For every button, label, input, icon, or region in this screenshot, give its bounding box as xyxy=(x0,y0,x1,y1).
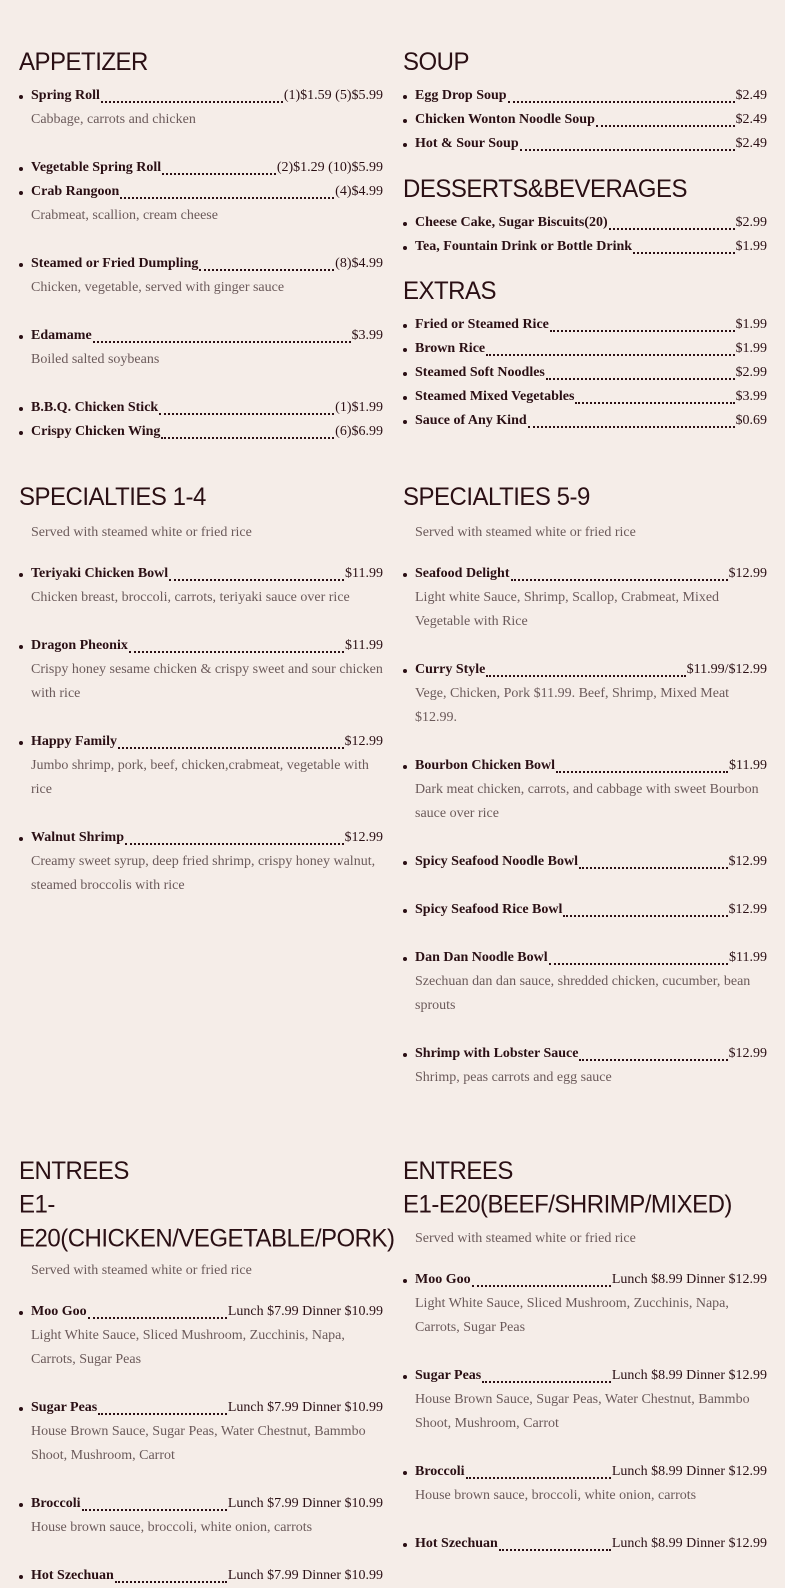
item-name: Moo Goo xyxy=(415,1272,471,1287)
menu-item[interactable] xyxy=(403,562,767,634)
menu-item[interactable] xyxy=(19,1300,383,1372)
menu-item[interactable] xyxy=(403,84,767,108)
item-name: Tea, Fountain Drink or Bottle Drink xyxy=(415,239,633,254)
item-price: $2.99 xyxy=(735,215,767,230)
item-price: Lunch $8.99 Dinner $12.99 xyxy=(611,1536,767,1551)
item-description: House brown sauce, broccoli, white onion, carrots xyxy=(31,1520,313,1535)
menu-item[interactable] xyxy=(19,826,383,898)
item-price: $11.99 xyxy=(345,638,383,653)
item-price: Lunch $8.99 Dinner $12.99 xyxy=(611,1464,767,1479)
specialties-5-9-list xyxy=(403,562,767,1090)
item-name: Sauce of Any Kind xyxy=(415,413,527,428)
specialties-1-4-title: SPECIALTIES 1-4 xyxy=(19,483,206,512)
item-name: Fried or Steamed Rice xyxy=(415,317,549,332)
item-name: Hot & Sour Soup xyxy=(415,136,519,151)
extras-title: EXTRAS xyxy=(403,277,497,306)
item-name: Steamed Mixed Vegetables xyxy=(415,389,575,404)
item-name: Broccoli xyxy=(415,1464,465,1479)
item-description: House brown sauce, broccoli, white onion, carrots xyxy=(415,1488,697,1503)
item-name: Dan Dan Noodle Bowl xyxy=(415,950,548,965)
appetizer-list xyxy=(19,84,383,444)
section-note: Served with steamed white or fried rice xyxy=(415,525,636,540)
menu-item[interactable] xyxy=(403,850,767,874)
item-name: Crab Rangoon xyxy=(31,184,120,199)
item-price: $11.99/$12.99 xyxy=(686,662,767,677)
item-description: House Brown Sauce, Sugar Peas, Water Chestnut, Bammbo Shoot, Mushroom, Carrot xyxy=(415,1392,750,1431)
extras-list xyxy=(403,313,767,433)
item-price: $1.99 xyxy=(735,341,767,356)
desserts-section xyxy=(403,173,767,259)
item-description: House Brown Sauce, Sugar Peas, Water Chestnut, Bammbo Shoot, Mushroom, Carrot xyxy=(31,1424,366,1463)
menu-item[interactable] xyxy=(19,396,383,420)
item-price: (2)$1.29 (10)$5.99 xyxy=(276,160,383,175)
title-line: E1-E20(CHICKEN/VEGETABLE/PORK) xyxy=(19,1190,395,1253)
soup-title: SOUP xyxy=(403,48,470,77)
item-description: Light white Sauce, Shrimp, Scallop, Crabmeat, Mixed Vegetable with Rice xyxy=(415,590,720,629)
item-price: $2.99 xyxy=(735,365,767,380)
menu-item[interactable] xyxy=(19,84,383,132)
title-line: ENTREES xyxy=(19,1157,129,1186)
item-description: Cabbage, carrots and chicken xyxy=(31,112,196,127)
menu-item[interactable] xyxy=(403,361,767,385)
menu-item[interactable] xyxy=(19,730,383,802)
menu-item[interactable] xyxy=(19,1396,383,1468)
item-description: Light White Sauce, Sliced Mushroom, Zucchinis, Napa, Carrots, Sugar Peas xyxy=(415,1296,729,1335)
item-name: Brown Rice xyxy=(415,341,486,356)
menu-item[interactable] xyxy=(19,634,383,706)
item-name: Curry Style xyxy=(415,662,486,677)
item-price: Lunch $7.99 Dinner $10.99 xyxy=(227,1400,383,1415)
item-price: $12.99 xyxy=(728,566,767,581)
item-description: Szechuan dan dan sauce, shredded chicken, cucumber, bean sprouts xyxy=(415,974,751,1013)
item-description: Dark meat chicken, carrots, and cabbage with sweet Bourbon sauce over rice xyxy=(415,782,759,821)
item-name: Cheese Cake, Sugar Biscuits(20) xyxy=(415,215,608,230)
item-description: Jumbo shrimp, pork, beef, chicken,crabmeat, vegetable with rice xyxy=(31,758,369,797)
item-price: $12.99 xyxy=(344,830,383,845)
item-price: $2.49 xyxy=(735,88,767,103)
item-name: Spicy Seafood Noodle Bowl xyxy=(415,854,578,869)
menu-item[interactable] xyxy=(19,1564,383,1588)
menu-item[interactable] xyxy=(403,337,767,361)
item-price: $11.99 xyxy=(345,566,383,581)
menu-item[interactable] xyxy=(19,252,383,300)
entrees-beef-list xyxy=(403,1268,767,1556)
menu-item[interactable] xyxy=(19,1492,383,1540)
menu-item[interactable] xyxy=(403,385,767,409)
item-price: $0.69 xyxy=(735,413,767,428)
item-description: Chicken, vegetable, served with ginger sauce xyxy=(31,280,285,295)
item-name: Steamed or Fried Dumpling xyxy=(31,256,199,271)
menu-item[interactable] xyxy=(403,1460,767,1508)
menu-item[interactable] xyxy=(19,156,383,180)
entrees-chicken-list xyxy=(19,1300,383,1588)
desserts-title: DESSERTS&BEVERAGES xyxy=(403,175,687,204)
specialties-1-4-section xyxy=(19,481,383,898)
item-price: (4)$4.99 xyxy=(335,184,383,199)
item-price: (1)$1.99 xyxy=(335,400,383,415)
section-note: Served with steamed white or fried rice xyxy=(31,1263,252,1278)
menu-item[interactable] xyxy=(403,1364,767,1436)
item-price: (1)$1.59 (5)$5.99 xyxy=(283,88,383,103)
extras-section xyxy=(403,275,767,433)
menu-item[interactable] xyxy=(403,946,767,1018)
entrees-beef-title xyxy=(403,1155,767,1222)
item-name: Moo Goo xyxy=(31,1304,87,1319)
item-name: Crispy Chicken Wing xyxy=(31,424,161,439)
item-price: $3.99 xyxy=(735,389,767,404)
menu-item[interactable] xyxy=(403,313,767,337)
item-description: Chicken breast, broccoli, carrots, teriyaki sauce over rice xyxy=(31,590,350,605)
menu-item[interactable] xyxy=(403,898,767,922)
item-price: Lunch $8.99 Dinner $12.99 xyxy=(611,1368,767,1383)
menu-item[interactable] xyxy=(403,108,767,132)
title-line: ENTREES xyxy=(403,1157,513,1186)
menu-item[interactable] xyxy=(403,211,767,235)
item-name: Broccoli xyxy=(31,1496,81,1511)
desserts-list xyxy=(403,211,767,259)
item-price: Lunch $8.99 Dinner $12.99 xyxy=(611,1272,767,1287)
item-price: $3.99 xyxy=(351,328,383,343)
entrees-chicken-title xyxy=(19,1155,395,1256)
item-price: (6)$6.99 xyxy=(335,424,383,439)
menu-item[interactable] xyxy=(403,235,767,259)
item-name: Edamame xyxy=(31,328,92,343)
item-name: Spicy Seafood Rice Bowl xyxy=(415,902,563,917)
menu-item[interactable] xyxy=(403,132,767,156)
item-description: Crabmeat, scallion, cream cheese xyxy=(31,208,218,223)
appetizer-section xyxy=(19,46,383,444)
item-name: Happy Family xyxy=(31,734,117,749)
item-price: $2.49 xyxy=(735,136,767,151)
item-price: Lunch $7.99 Dinner $10.99 xyxy=(227,1304,383,1319)
item-name: Egg Drop Soup xyxy=(415,88,507,103)
item-name: Sugar Peas xyxy=(31,1400,98,1415)
item-name: Vegetable Spring Roll xyxy=(31,160,162,175)
section-note: Served with steamed white or fried rice xyxy=(415,1231,636,1246)
item-price: $12.99 xyxy=(728,902,767,917)
item-name: Teriyaki Chicken Bowl xyxy=(31,566,169,581)
item-name: Sugar Peas xyxy=(415,1368,482,1383)
menu-item[interactable] xyxy=(403,1532,767,1556)
item-price: $1.99 xyxy=(735,239,767,254)
title-line: E1-E20(BEEF/SHRIMP/MIXED) xyxy=(403,1190,732,1220)
item-price: $11.99 xyxy=(729,950,767,965)
menu-item[interactable] xyxy=(403,658,767,730)
entrees-beef-section xyxy=(403,1155,767,1556)
item-name: Spring Roll xyxy=(31,88,100,103)
menu-item[interactable] xyxy=(19,180,383,228)
menu-item[interactable] xyxy=(403,1042,767,1090)
item-name: Dragon Pheonix xyxy=(31,638,128,653)
appetizer-title: APPETIZER xyxy=(19,48,148,77)
item-name: Hot Szechuan xyxy=(31,1568,114,1583)
specialties-1-4-list xyxy=(19,562,383,898)
item-description: Light White Sauce, Sliced Mushroom, Zucchinis, Napa, Carrots, Sugar Peas xyxy=(31,1328,345,1367)
item-price: $12.99 xyxy=(728,854,767,869)
item-description: Boiled salted soybeans xyxy=(31,352,160,367)
item-price: $1.99 xyxy=(735,317,767,332)
item-name: B.B.Q. Chicken Stick xyxy=(31,400,159,415)
menu-item[interactable] xyxy=(403,1268,767,1340)
item-price: $12.99 xyxy=(728,1046,767,1061)
item-price: Lunch $7.99 Dinner $10.99 xyxy=(227,1568,383,1583)
specialties-5-9-section xyxy=(403,481,767,1090)
item-description: Shrimp, peas carrots and egg sauce xyxy=(415,1070,612,1085)
item-name: Steamed Soft Noodles xyxy=(415,365,545,380)
specialties-5-9-title: SPECIALTIES 5-9 xyxy=(403,483,590,512)
item-price: Lunch $7.99 Dinner $10.99 xyxy=(227,1496,383,1511)
item-name: Shrimp with Lobster Sauce xyxy=(415,1046,579,1061)
item-description: Crispy honey sesame chicken & crispy sweet and sour chicken with rice xyxy=(31,662,383,701)
item-price: $11.99 xyxy=(729,758,767,773)
item-name: Chicken Wonton Noodle Soup xyxy=(415,112,595,127)
section-note: Served with steamed white or fried rice xyxy=(31,525,252,540)
item-description: Creamy sweet syrup, deep fried shrimp, crispy honey walnut, steamed broccolis with rice xyxy=(31,854,376,893)
item-price: $2.49 xyxy=(735,112,767,127)
menu-item[interactable] xyxy=(19,324,383,372)
item-price: (8)$4.99 xyxy=(335,256,383,271)
soup-list xyxy=(403,84,767,156)
entrees-chicken-section xyxy=(19,1155,395,1588)
menu-item[interactable] xyxy=(403,754,767,826)
item-price: $12.99 xyxy=(344,734,383,749)
item-name: Walnut Shrimp xyxy=(31,830,124,845)
menu-item[interactable] xyxy=(19,562,383,610)
menu-item[interactable] xyxy=(403,409,767,433)
soup-section xyxy=(403,46,767,156)
item-description: Vege, Chicken, Pork $11.99. Beef, Shrimp, Mixed Meat $12.99. xyxy=(415,686,730,725)
item-name: Bourbon Chicken Bowl xyxy=(415,758,556,773)
menu-item[interactable] xyxy=(19,420,383,444)
item-name: Hot Szechuan xyxy=(415,1536,498,1551)
item-name: Seafood Delight xyxy=(415,566,510,581)
